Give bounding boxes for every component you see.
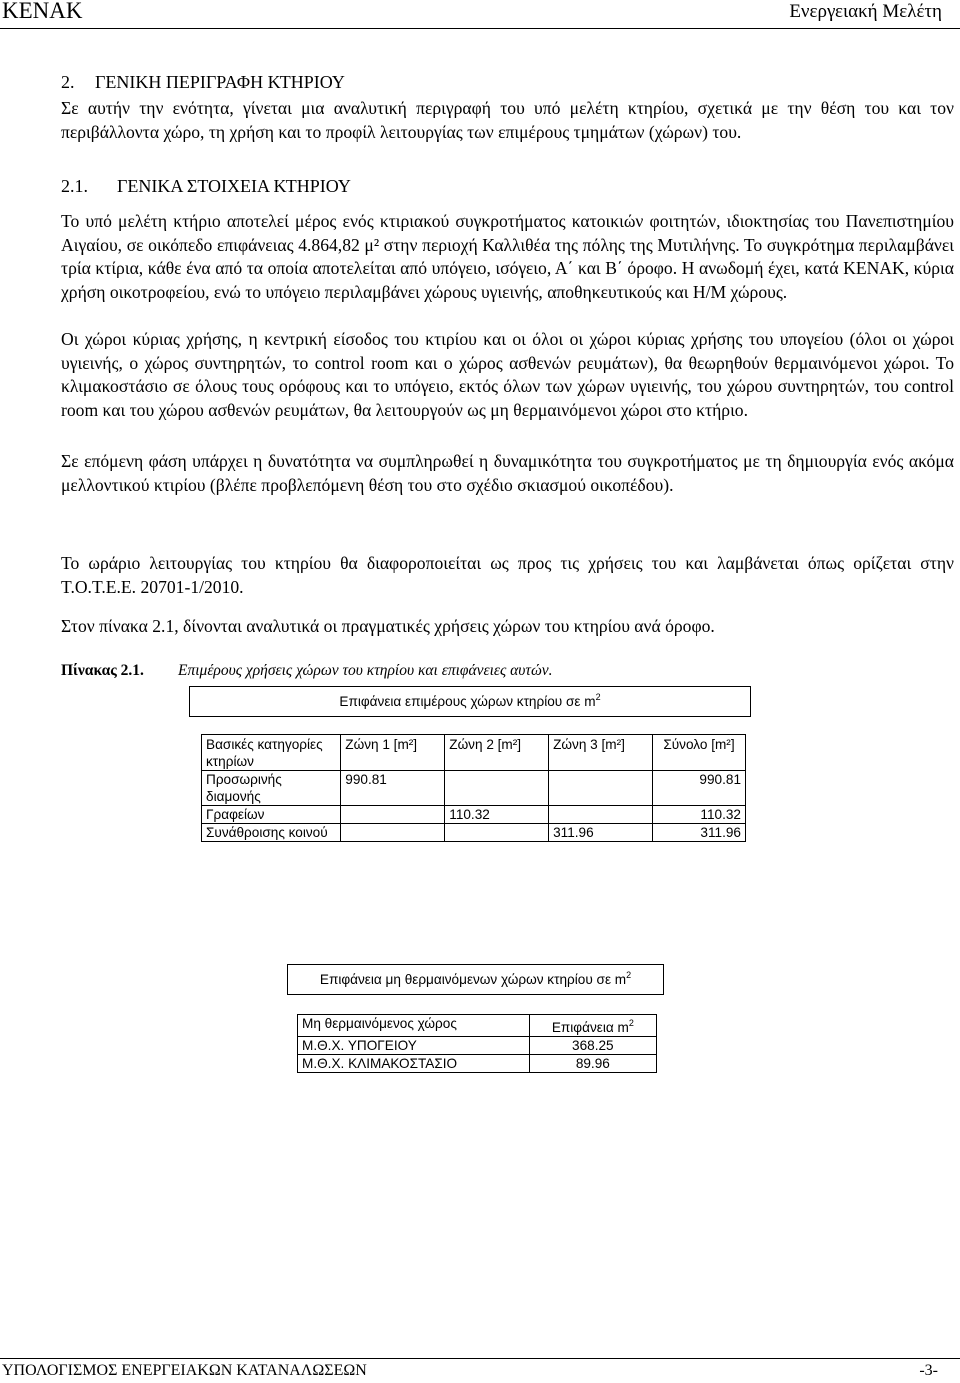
- table-caption: [61, 662, 553, 680]
- table-cell: 89.96: [529, 1055, 656, 1073]
- header-cell: Βασικές κατηγορίες κτηρίων: [202, 735, 341, 771]
- table-cell: [445, 824, 549, 842]
- page-footer: [0, 1358, 960, 1383]
- header-cell: Ζώνη 1 [m²]: [341, 735, 445, 771]
- table-cell: 311.96: [549, 824, 653, 842]
- section-number: 2.: [61, 72, 75, 92]
- table-cell: 110.32: [652, 806, 745, 824]
- zones-area-table: [201, 734, 746, 842]
- header-cell: Ζώνη 3 [m²]: [549, 735, 653, 771]
- header-cell: Σύνολο [m²]: [652, 735, 745, 771]
- table-cell: 990.81: [341, 771, 445, 806]
- table-cell: [549, 771, 653, 806]
- intro-paragraph: Σε αυτήν την ενότητα, γίνεται μια αναλυτική περιγραφή του υπό μελέτη κτηρίου, σχετικά με την θέση του και τον περιβάλλοντα χώρο, τη χρήση και το προφίλ λειτουργίας των επιμέρους τμημάτων (χώρων) του.: [61, 98, 954, 142]
- table2-title-text: Επιφάνεια μη θερμαινόμενων χώρων κτηρίου σε m: [319, 972, 627, 987]
- table-cell: 368.25: [529, 1037, 656, 1055]
- caption-label: Πίνακας 2.1.: [61, 662, 144, 679]
- table-cell: [445, 771, 549, 806]
- section-title-text: ΓΕΝΙΚΗ ΠΕΡΙΓΡΑΦΗ ΚΤΗΡΙΟΥ: [95, 72, 345, 92]
- header-left: ΚΕΝΑΚ: [2, 0, 83, 23]
- header-cell: Ζώνη 2 [m²]: [445, 735, 549, 771]
- table-cell: 110.32: [445, 806, 549, 824]
- header-cell: Μη θερμαινόμενος χώρος: [298, 1015, 530, 1037]
- table1-title-sup: 2: [595, 692, 601, 702]
- section-title: [61, 72, 345, 93]
- footer-left: ΥΠΟΛΟΓΙΣΜΟΣ ΕΝΕΡΓΕΙΑΚΩΝ ΚΑΤΑΝΑΛΩΣΕΩΝ: [2, 1362, 367, 1379]
- subsection-number: 2.1.: [61, 176, 88, 196]
- unheated-area-table: [297, 1014, 657, 1073]
- table-cell: Γραφείων: [202, 806, 341, 824]
- subsection-title: [61, 176, 351, 197]
- table-header-row: [202, 735, 746, 771]
- table-cell: Μ.Θ.Χ. ΚΛΙΜΑΚΟΣΤΑΣΙΟ: [298, 1055, 530, 1073]
- header-cell-sup: 2: [628, 1018, 634, 1028]
- table-row: [202, 771, 746, 806]
- table-cell: [341, 806, 445, 824]
- table-cell: [341, 824, 445, 842]
- table1-title-text: Επιφάνεια επιμέρους χώρων κτηρίου σε m: [339, 694, 596, 709]
- paragraph-spaces: Οι χώροι κύριας χρήσης, η κεντρική είσοδος του κτιρίου και οι όλοι οι χώροι κύριας χρήσης του υπογείου (όλοι οι χώροι υγιεινής, ο χώρος συντηρητών, το control room και ο χώρος ασθενών ρευμάτων), θα θεωρηθούν θερμαινόμενοι χώροι. Το κλιμακοστάσιο σε όλους τους ορόφους και το υπόγειο, εκτός όλων των χώρων υγιεινής, του χώρου συντηρητών, του control room και του χώρου ασθενών ρευμάτων, θα λειτουργούν ως μη θερμαινόμενοι χώροι στο κτήριο.: [61, 329, 954, 420]
- table-row: [298, 1055, 657, 1073]
- caption-text: Επιμέρους χρήσεις χώρων του κτηρίου και επιφάνειες αυτών.: [178, 662, 553, 679]
- paragraph-schedule: Το ωράριο λειτουργίας του κτηρίου θα διαφοροποιείται ως προς τις χρήσεις του και λαμβάνεται όπως ορίζεται στην Τ.Ο.Τ.Ε.Ε. 20701-1/2010.: [61, 553, 954, 597]
- table-cell: Συνάθροισης κοινού: [202, 824, 341, 842]
- table-cell: Μ.Θ.Χ. ΥΠΟΓΕΙΟΥ: [298, 1037, 530, 1055]
- header-right: Ενεργειακή Μελέτη: [789, 1, 942, 22]
- paragraph-table-ref: Στον πίνακα 2.1, δίνονται αναλυτικά οι πραγματικές χρήσεις χώρων του κτηρίου ανά όροφο.: [61, 616, 715, 636]
- table2-title: [287, 964, 664, 995]
- table-cell: 990.81: [652, 771, 745, 806]
- page-number: -3-: [919, 1362, 938, 1379]
- paragraph-building: Το υπό μελέτη κτήριο αποτελεί μέρος ενός κτιριακού συγκροτήματος κατοικιών φοιτητών, ιδιοκτησίας του Πανεπιστημίου Αιγαίου, σε οικόπεδο επιφάνειας 4.864,82 μ² στην περιοχή Καλλιθέα της πόλης της Μυτιλήνης. Το συγκρότημα περιλαμβάνει τρία κτίρια, κάθε ένα από τα οποία αποτελείται από υπόγειο, ισόγειο, Α΄ και Β΄ όροφο. Η ανωδομή έχει, κατά ΚΕΝΑΚ, κύρια χρήση οικοτροφείου, ενώ το υπόγειο περιλαμβάνει χώρους υγιεινής, αποθηκευτικούς και Η/Μ χώρους.: [61, 211, 954, 302]
- header-cell: [529, 1015, 656, 1037]
- table-row: [202, 806, 746, 824]
- table1-title: [189, 686, 751, 717]
- paragraph-future: Σε επόμενη φάση υπάρχει η δυνατότητα να συμπληρωθεί η δυναμικότητα του συγκροτήματος με τη δημιουργία ενός ακόμα μελλοντικού κτιρίου (βλέπε προβλεπόμενη θέση του στο σχέδιο σκιασμού οικοπέδου).: [61, 451, 954, 495]
- header-cell-text: Επιφάνεια m: [551, 1020, 629, 1035]
- page-header: [0, 0, 960, 29]
- table-row: [202, 824, 746, 842]
- table-cell: Προσωρινής διαμονής: [202, 771, 341, 806]
- table-cell: [549, 806, 653, 824]
- table-row: [298, 1037, 657, 1055]
- table-header-row: [298, 1015, 657, 1037]
- table2-title-sup: 2: [626, 970, 632, 980]
- table-cell: 311.96: [652, 824, 745, 842]
- subsection-title-text: ΓΕΝΙΚΑ ΣΤΟΙΧΕΙΑ ΚΤΗΡΙΟΥ: [117, 176, 351, 196]
